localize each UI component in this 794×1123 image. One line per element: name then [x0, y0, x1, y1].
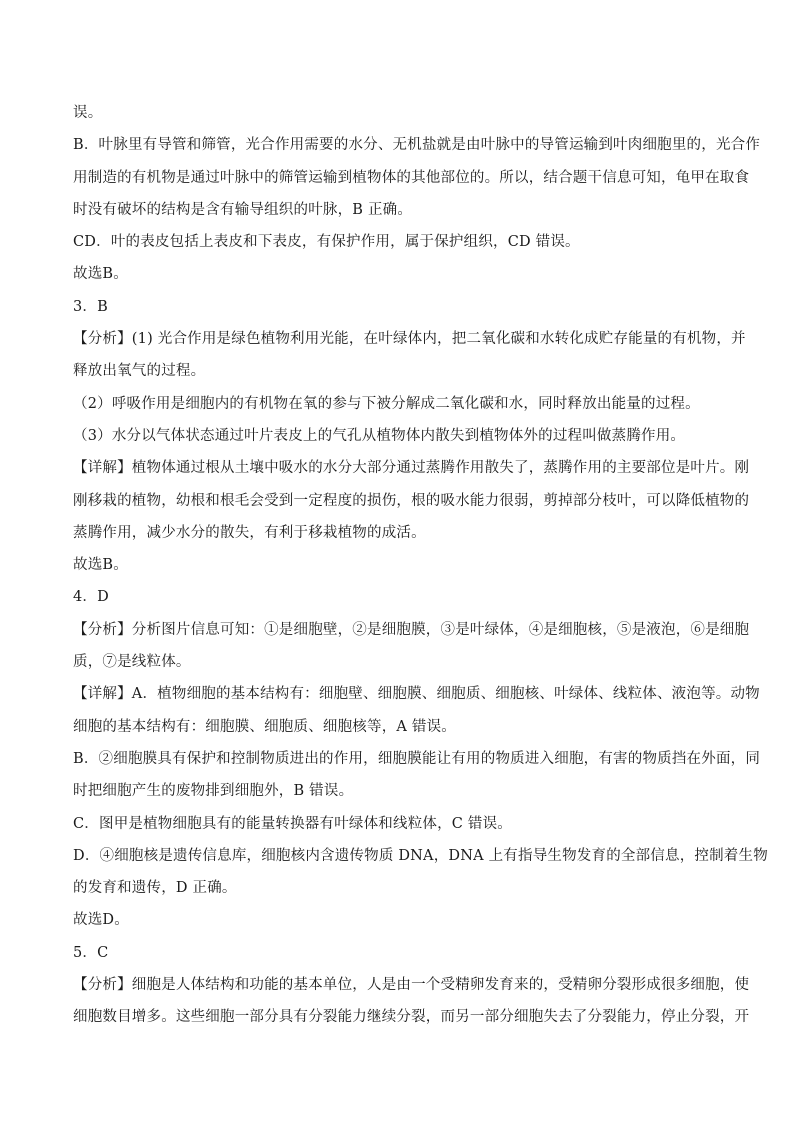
text-line: （2）呼吸作用是细胞内的有机物在氧的参与下被分解成二氧化碳和水，同时释放出能量的过程。: [73, 395, 700, 412]
text-line: 蒸腾作用，减少水分的散失，有利于移栽植物的成活。: [73, 524, 426, 541]
text-line: 用制造的有机物是通过叶脉中的筛管运输到植物体的其他部位的。所以，结合题干信息可知，龟甲在取食: [73, 169, 750, 186]
text-line: 细胞的基本结构有：细胞膜、细胞质、细胞核等，A 错误。: [73, 718, 456, 735]
text-line: 时把细胞产生的废物排到细胞外，B 错误。: [73, 783, 354, 800]
text-line: 故选B。: [73, 557, 128, 574]
analysis-line: 【分析】分析图片信息可知：①是细胞壁，②是细胞膜，③是叶绿体，④是细胞核，⑤是液泡，⑥是细胞: [73, 621, 750, 638]
text-line: 质，⑦是线粒体。: [73, 654, 191, 671]
analysis-line: 【分析】细胞是人体结构和功能的基本单位，人是由一个受精卵发育来的，受精卵分裂形成很多细胞，使: [73, 977, 750, 994]
text-line: 释放出氧气的过程。: [73, 363, 206, 380]
question-number: 3．B: [73, 298, 108, 315]
text-line: B．叶脉里有导管和筛管，光合作用需要的水分、无机盐就是由叶脉中的导管运输到叶肉细胞里的，光合作: [73, 137, 761, 154]
text-line: 故选B。: [73, 266, 128, 283]
text-line: 故选D。: [73, 912, 129, 929]
text-line: CD．叶的表皮包括上表皮和下表皮，有保护作用，属于保护组织，CD 错误。: [73, 234, 580, 251]
explanation-line: 【详解】A．植物细胞的基本结构有：细胞壁、细胞膜、细胞质、细胞核、叶绿体、线粒体、液泡等。动物: [73, 686, 760, 703]
text-line: 时没有破坏的结构是含有输导组织的叶脉，B 正确。: [73, 201, 413, 218]
text-line: D．④细胞核是遗传信息库，细胞核内含遗传物质 DNA，DNA 上有指导生物发育的全部信息，控制着生物: [73, 847, 768, 864]
analysis-line: 【分析】(1) 光合作用是绿色植物利用光能，在叶绿体内，把二氧化碳和水转化成贮存能量的有机物，并: [73, 331, 746, 348]
answer-document: [73, 97, 768, 1034]
text-line: B．②细胞膜具有保护和控制物质进出的作用，细胞膜能让有用的物质进入细胞，有害的物质挡在外面，同: [73, 750, 761, 767]
text-line: C．图甲是植物细胞具有的能量转换器有叶绿体和线粒体，C 错误。: [73, 815, 512, 832]
text-line: 刚移栽的植物，幼根和根毛会受到一定程度的损伤，根的吸水能力很弱，剪掉部分枝叶，可以降低植物的: [73, 492, 750, 509]
text-line: 的发育和遗传，D 正确。: [73, 880, 237, 897]
text-line: （3）水分以气体状态通过叶片表皮上的气孔从植物体内散失到植物体外的过程叫做蒸腾作用。: [73, 427, 686, 444]
question-number: 4．D: [73, 589, 109, 606]
text-line: 误。: [73, 105, 103, 121]
question-number: 5．C: [73, 944, 109, 961]
explanation-line: 【详解】植物体通过根从土壤中吸水的水分大部分通过蒸腾作用散失了，蒸腾作用的主要部位是叶片。刚: [73, 460, 750, 477]
text-line: 细胞数目增多。这些细胞一部分具有分裂能力继续分裂，而另一部分细胞失去了分裂能力，停止分裂，开: [73, 1009, 750, 1026]
